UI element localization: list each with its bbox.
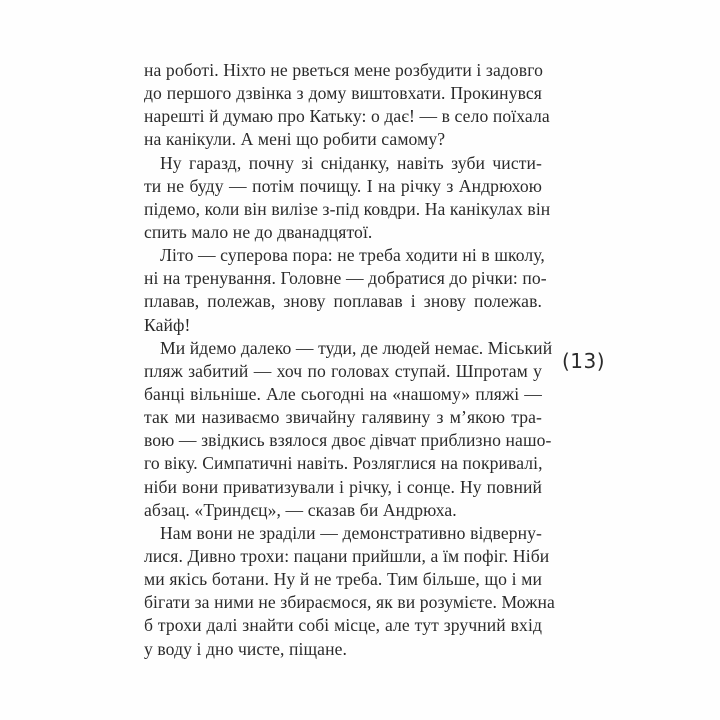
text-line: Ну гаразд, почну зі сніданку, навіть зуби чисти- [160, 152, 542, 173]
paragraph [144, 337, 553, 522]
paragraph [144, 244, 547, 337]
text-line: абзац. «Триндєц», — сказав би Андрюха. [144, 499, 457, 520]
paragraph [144, 522, 555, 661]
body-text [144, 59, 555, 661]
text-line: Ми йдемо далеко — туди, де людей немає. Міський [160, 337, 553, 358]
page-number: (13) [562, 349, 606, 373]
text-line: Нам вони не зраділи — демонстративно відверну- [160, 522, 542, 543]
text-line: бігати за ними не збираємося, як ви розумієте. Можна [144, 592, 555, 613]
text-line: у воду і дно чисте, піщане. [144, 638, 348, 659]
text-line: спить мало не до дванадцятої. [144, 221, 373, 242]
text-line: пляж забитий — хоч по головах ступай. Шпротам у [144, 360, 542, 381]
text-line: Кайф! [144, 314, 191, 335]
text-line: вою — звідкись взялося двоє дівчат приблизно нашо- [144, 430, 552, 451]
text-line: б трохи далі знайти собі місце, але тут зручний вхід [144, 615, 542, 636]
paragraph [144, 152, 551, 245]
text-line: го віку. Симпатичні навіть. Розляглися на покривалі, [144, 453, 543, 474]
text-line: банці вільніше. Але сьогодні на «нашому» пляжі — [144, 383, 542, 404]
text-line: Літо — суперова пора: не треба ходити ні в школу, [160, 245, 545, 266]
text-line: на роботі. Ніхто не рветься мене розбудити і задовго [144, 60, 543, 80]
text-line: ми якісь ботани. Ну й не треба. Тим більше, що і ми [144, 569, 542, 590]
text-line: ніби вони приватизували і річку, і сонце. Ну повний [144, 476, 542, 497]
text-line: на канікули. А мені що робити самому? [144, 129, 446, 150]
text-line: так ми називаємо звичайну галявину з м’якою тра- [144, 407, 542, 428]
text-line: підемо, коли він вилізе з-під ковдри. На канікулах він [144, 198, 551, 219]
text-line: ні на тренування. Головне — добратися до річки: по- [144, 268, 547, 289]
text-line: плавав, полежав, знову поплавав і знову полежав. [144, 291, 542, 312]
text-line: лися. Дивно трохи: пацани прийшли, а їм пофіг. Ніби [144, 545, 550, 566]
paragraph [144, 59, 550, 152]
text-line: ти не буду — потім почищу. І на річку з Андрюхою [144, 175, 542, 196]
text-line: до першого дзвінка з дому виштовхати. Прокинувся [144, 83, 542, 104]
text-line: нарешті й думаю про Катьку: о дає! — в село поїхала [144, 106, 550, 127]
